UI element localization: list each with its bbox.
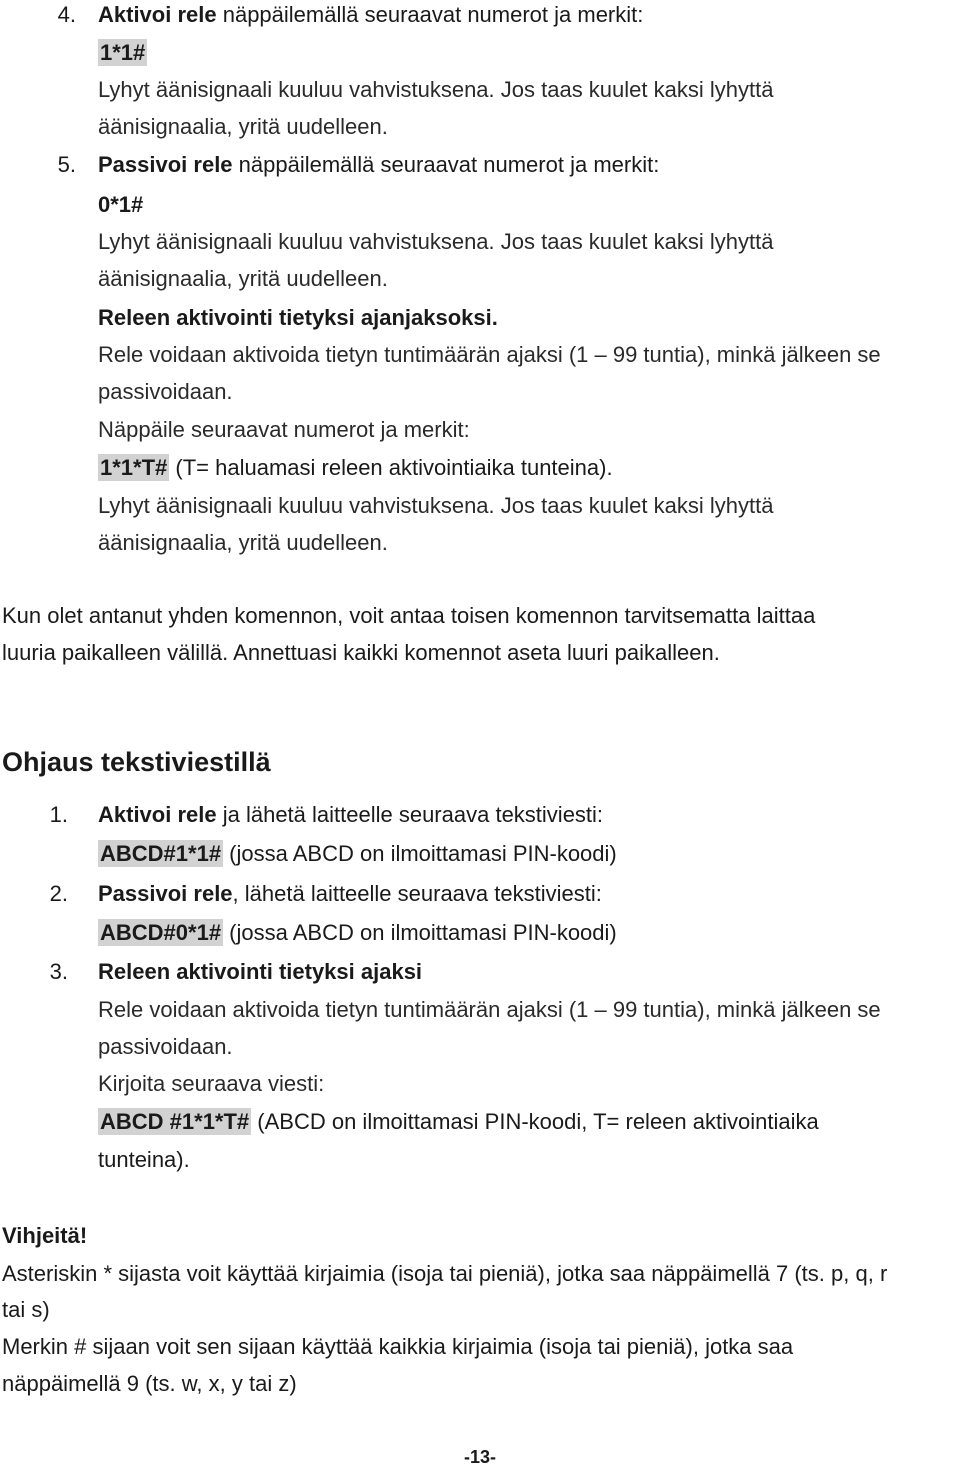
step-4-confirm-1: Lyhyt äänisignaali kuuluu vahvistuksena. Jos taas kuulet kaksi lyhyttä bbox=[98, 77, 774, 102]
step-5-rest: näppäilemällä seuraavat numerot ja merkit: bbox=[232, 152, 660, 177]
code-highlight: 1*1# bbox=[100, 40, 146, 65]
note-line-2: luuria paikalleen välillä. Annettuasi kaikki komennot aseta luuri paikalleen. bbox=[2, 640, 720, 665]
step-5-number: 5. bbox=[57, 152, 76, 177]
sms-item-3-instruction: Kirjoita seuraava viesti: bbox=[98, 1071, 325, 1096]
step-4-rest: näppäilemällä seuraavat numerot ja merkit: bbox=[216, 2, 644, 27]
step-4-code-line bbox=[98, 38, 147, 68]
sms-item-1-code-note: (jossa ABCD on ilmoittamasi PIN-koodi) bbox=[223, 841, 617, 866]
tips-line-1: Asteriskin * sijasta voit käyttää kirjaimia (isoja tai pieniä), jotka saa näppäimellä 7 (ts. p, q, r bbox=[2, 1261, 888, 1286]
timed-desc-1: Rele voidaan aktivoida tietyn tuntimäärän ajaksi (1 – 99 tuntia), minkä jälkeen se bbox=[98, 342, 881, 367]
sms-item-3-bold: Releen aktivointi tietyksi ajaksi bbox=[98, 959, 423, 984]
sms-item-2-code-note: (jossa ABCD on ilmoittamasi PIN-koodi) bbox=[223, 920, 617, 945]
sms-item-3-desc-1: Rele voidaan aktivoida tietyn tuntimäärän ajaksi (1 – 99 tuntia), minkä jälkeen se bbox=[98, 997, 881, 1022]
step-4-text bbox=[98, 0, 643, 30]
sms-item-2-rest: , lähetä laitteelle seuraava tekstiviesti: bbox=[232, 881, 602, 906]
timed-confirm-2: äänisignaalia, yritä uudelleen. bbox=[98, 530, 388, 555]
step-4-confirm-2: äänisignaalia, yritä uudelleen. bbox=[98, 114, 388, 139]
sms-item-1-rest: ja lähetä laitteelle seuraava tekstiviesti: bbox=[216, 802, 604, 827]
sms-item-2-text bbox=[98, 879, 602, 909]
tips-line-2: tai s) bbox=[2, 1297, 50, 1322]
tips-line-3: Merkin # sijaan voit sen sijaan käyttää kaikkia kirjaimia (isoja tai pieniä), jotka saa bbox=[2, 1334, 794, 1359]
tips-heading: Vihjeitä! bbox=[2, 1223, 88, 1248]
timed-code-note: (T= haluamasi releen aktivointiaika tunteina). bbox=[169, 455, 613, 480]
tips-line-4: näppäimellä 9 (ts. w, x, y tai z) bbox=[2, 1371, 297, 1396]
sms-item-3-code-line bbox=[98, 1107, 819, 1137]
sms-item-3-desc-2: passivoidaan. bbox=[98, 1034, 233, 1059]
step-5-text bbox=[98, 150, 659, 180]
sms-item-2-code-line bbox=[98, 918, 617, 948]
timed-heading: Releen aktivointi tietyksi ajanjaksoksi. bbox=[98, 305, 498, 330]
sms-item-3-code-note-2: tunteina). bbox=[98, 1147, 190, 1172]
sms-item-2-number: 2. bbox=[49, 881, 68, 906]
step-5-confirm-1: Lyhyt äänisignaali kuuluu vahvistuksena. Jos taas kuulet kaksi lyhyttä bbox=[98, 229, 774, 254]
step-4-bold: Aktivoi rele bbox=[98, 2, 217, 27]
sms-item-3-number: 3. bbox=[49, 959, 68, 984]
section-heading: Ohjaus tekstiviestillä bbox=[2, 747, 271, 777]
note-line-1: Kun olet antanut yhden komennon, voit antaa toisen komennon tarvitsematta laittaa bbox=[2, 603, 816, 628]
sms-item-3-code-note: (ABCD on ilmoittamasi PIN-koodi, T= releen aktivointiaika bbox=[251, 1109, 819, 1134]
sms-item-1-number: 1. bbox=[49, 802, 68, 827]
step-5-bold: Passivoi rele bbox=[98, 152, 233, 177]
code-highlight: ABCD#1*1# bbox=[100, 841, 222, 866]
sms-item-1-text bbox=[98, 800, 603, 830]
step-4-number: 4. bbox=[57, 2, 76, 27]
sms-item-1-code-line bbox=[98, 839, 617, 869]
sms-item-2-bold: Passivoi rele bbox=[98, 881, 233, 906]
timed-confirm-1: Lyhyt äänisignaali kuuluu vahvistuksena. Jos taas kuulet kaksi lyhyttä bbox=[98, 493, 774, 518]
timed-code-line bbox=[98, 453, 613, 483]
sms-item-1-bold: Aktivoi rele bbox=[98, 802, 217, 827]
timed-instruction: Näppäile seuraavat numerot ja merkit: bbox=[98, 417, 470, 442]
page-number: -13- bbox=[463, 1447, 496, 1467]
step-5-confirm-2: äänisignaalia, yritä uudelleen. bbox=[98, 266, 388, 291]
step-5-code: 0*1# bbox=[98, 192, 144, 217]
code-highlight: 1*1*T# bbox=[100, 455, 168, 480]
code-highlight: ABCD #1*1*T# bbox=[100, 1109, 250, 1134]
code-highlight: ABCD#0*1# bbox=[100, 920, 222, 945]
timed-desc-2: passivoidaan. bbox=[98, 379, 233, 404]
